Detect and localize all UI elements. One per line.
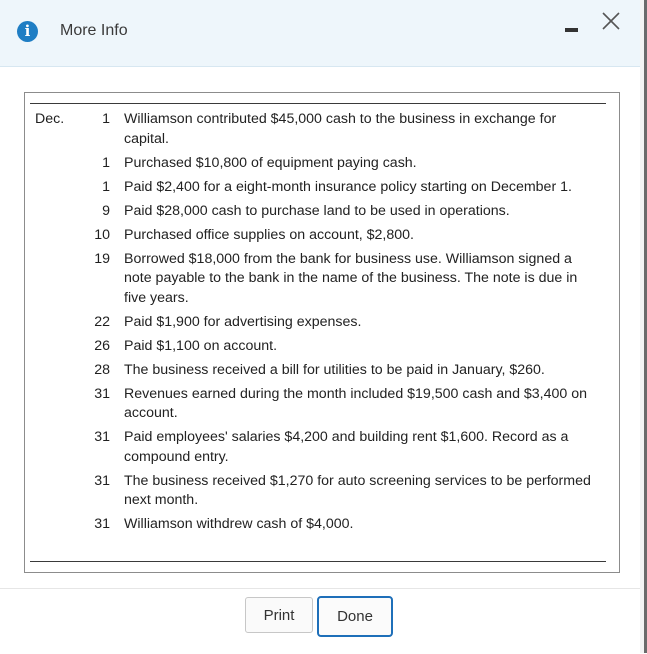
table-row — [30, 472, 606, 511]
row-description: The business received a bill for utilities to be paid in January, $260. — [124, 361, 545, 378]
row-description: Paid employees' salaries $4,200 and building rent $1,600. Record as a compound entry. — [124, 429, 569, 465]
row-month — [30, 226, 75, 246]
row-month — [30, 313, 75, 333]
row-day: 31 — [94, 429, 110, 445]
row-day: 31 — [94, 516, 110, 532]
table-row — [30, 226, 606, 246]
table-row — [30, 202, 606, 222]
row-day: 1 — [102, 154, 110, 171]
row-description: Purchased office supplies on account, $2,800. — [124, 226, 414, 243]
table-row — [30, 361, 606, 381]
table-row — [30, 337, 606, 357]
row-day: 26 — [94, 337, 110, 354]
row-month — [30, 154, 75, 174]
row-month — [30, 385, 75, 424]
minimize-icon[interactable] — [563, 23, 582, 36]
row-day: 1 — [102, 178, 110, 195]
row-month — [30, 250, 75, 309]
row-description: Paid $28,000 cash to purchase land to be used in operations. — [124, 202, 510, 219]
table-row — [30, 313, 606, 333]
table-bottom-rule — [30, 561, 606, 562]
row-description: Williamson withdrew cash of $4,000. — [124, 516, 354, 532]
table-row — [30, 385, 606, 424]
dialog-header — [0, 0, 640, 67]
print-button[interactable]: Print — [245, 597, 313, 633]
table-row — [30, 178, 606, 198]
table-row — [30, 515, 606, 535]
row-day: 19 — [94, 250, 110, 267]
row-month — [30, 428, 75, 467]
table-row — [30, 154, 606, 174]
row-month — [30, 515, 75, 535]
row-description: Williamson contributed $45,000 cash to the business in exchange for capital. — [124, 111, 557, 147]
row-month — [30, 202, 75, 222]
row-day: 10 — [94, 226, 110, 243]
row-day: 31 — [94, 385, 110, 402]
table-row — [30, 250, 606, 309]
table-top-rule — [30, 103, 606, 104]
close-icon[interactable] — [600, 10, 622, 32]
dialog-title: More Info — [60, 22, 128, 39]
row-description: Purchased $10,800 of equipment paying cash. — [124, 154, 417, 171]
info-icon: i — [17, 21, 38, 42]
row-description: Paid $2,400 for a eight-month insurance policy starting on December 1. — [124, 178, 572, 195]
row-month — [30, 361, 75, 381]
row-description: Paid $1,900 for advertising expenses. — [124, 313, 362, 330]
row-month: Dec. — [35, 111, 65, 127]
row-month — [30, 337, 75, 357]
row-day: 1 — [102, 111, 110, 127]
row-month — [30, 472, 75, 511]
row-day: 22 — [94, 313, 110, 330]
row-day: 31 — [94, 472, 110, 489]
row-description: Revenues earned during the month included $19,500 cash and $3,400 on account. — [124, 385, 588, 421]
window-edge — [640, 0, 647, 653]
transactions-table — [30, 110, 606, 535]
row-description: The business received $1,270 for auto screening services to be performed next month. — [124, 472, 591, 508]
row-day: 9 — [102, 202, 110, 219]
table-row — [30, 428, 606, 467]
table-row — [30, 110, 606, 149]
row-description: Borrowed $18,000 from the bank for business use. Williamson signed a note payable to the bank in the name of the business. The note is due in five years. — [124, 250, 578, 306]
row-month — [30, 178, 75, 198]
row-description: Paid $1,100 on account. — [124, 337, 278, 354]
done-button[interactable]: Done — [317, 596, 393, 637]
row-day: 28 — [94, 361, 110, 378]
